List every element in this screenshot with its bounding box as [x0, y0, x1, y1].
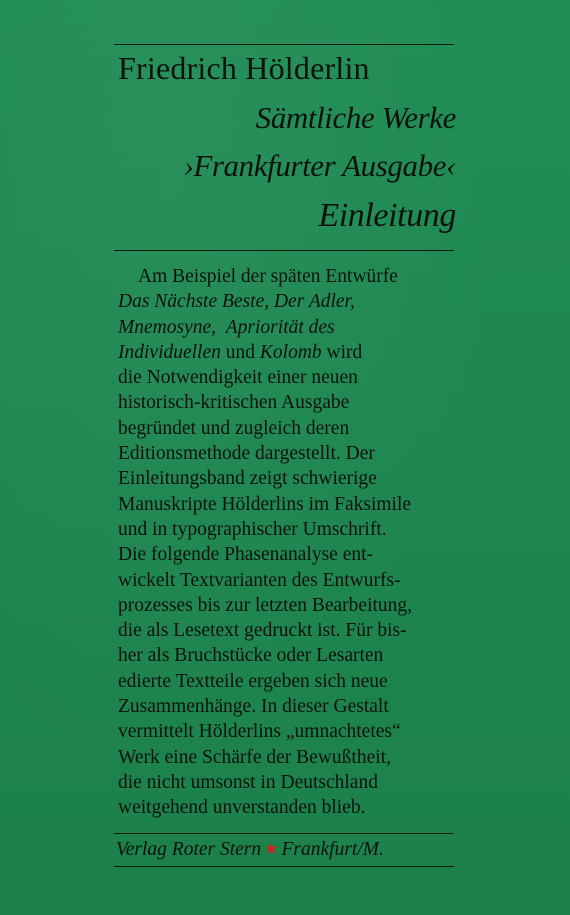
title-line-2: ›Frankfurter Ausgabe‹	[183, 148, 456, 183]
footer-top-rule	[114, 833, 454, 834]
blurb-line: Die folgende Phasenanalyse ent-	[118, 544, 374, 566]
title-rule	[114, 250, 454, 251]
blurb-line: Werk eine Schärfe der Bewußtheit,	[118, 746, 391, 768]
blurb-line: begründet und zugleich deren	[118, 417, 350, 439]
work-title: Kolomb	[259, 341, 322, 363]
blurb-line: die nicht umsonst in Deutschland	[118, 771, 378, 793]
blurb-line	[118, 289, 464, 314]
title-line-1: Sämtliche Werke	[255, 100, 456, 135]
blurb-line: Editionsmethode dargestellt. Der	[118, 443, 375, 465]
blurb-line	[118, 340, 464, 365]
work-title: Apriorität des	[225, 316, 335, 338]
blurb-line: historisch-kritischen Ausgabe	[118, 392, 350, 414]
publisher-city: Frankfurt/M.	[281, 839, 384, 860]
work-title: Individuellen	[118, 341, 221, 363]
blurb-text	[118, 264, 464, 821]
blurb-word: wird	[326, 341, 363, 363]
blurb-word: und	[225, 341, 256, 363]
title-line-3: Einleitung	[318, 197, 456, 234]
blurb-line: Am Beispiel der späten Entwürfe	[138, 266, 398, 287]
publisher-line	[116, 836, 384, 865]
work-titles: Das Nächste Beste, Der Adler,	[118, 291, 355, 313]
blurb-line: wickelt Textvarianten des Entwurfs-	[118, 569, 401, 591]
work-title: Mnemosyne,	[118, 316, 217, 338]
blurb-line: edierte Textteile ergeben sich neue	[118, 670, 388, 692]
blurb-line: Einleitungsband zeigt schwierige	[118, 468, 377, 490]
author-name: Friedrich Hölderlin	[118, 50, 370, 86]
blurb-line: weitgehend unverstanden blieb.	[118, 797, 366, 819]
blurb-line: und in typographischer Umschrift.	[118, 518, 387, 540]
blurb-line: Manuskripte Hölderlins im Faksimile	[118, 493, 412, 515]
blurb-line: her als Bruchstücke oder Lesarten	[118, 645, 384, 667]
blurb-line: die Notwendigkeit einer neuen	[118, 367, 358, 389]
blurb-line: prozesses bis zur letzten Bearbeitung,	[118, 594, 413, 616]
publisher-name: Verlag Roter Stern	[116, 839, 262, 860]
footer-bottom-rule	[114, 866, 454, 867]
red-star-icon: ★	[264, 841, 279, 858]
top-rule	[114, 44, 454, 45]
blurb-line	[118, 315, 464, 340]
blurb-line: vermittelt Hölderlins „umnachtetes“	[118, 721, 401, 743]
blurb-line: Zusammenhänge. In dieser Gestalt	[118, 696, 389, 718]
blurb-line: die als Lesetext gedruckt ist. Für bis-	[118, 620, 407, 642]
